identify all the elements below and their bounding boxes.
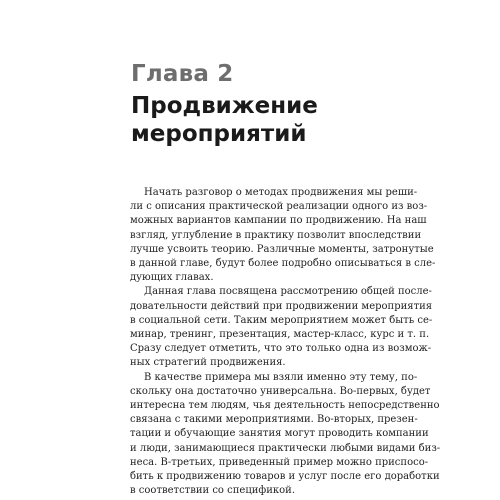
text-line: дующих главах.: [130, 272, 214, 284]
text-line: и люди, занимающиеся практически любыми видами биз-: [130, 442, 441, 454]
chapter-number: Глава 2: [131, 61, 234, 87]
text-line: можных вариантов кампании по продвижению. На наш: [130, 215, 427, 227]
chapter-title-line: Продвижение: [131, 93, 318, 119]
text-line: ных стратегий продвижения.: [130, 357, 286, 369]
paragraph: [130, 186, 436, 285]
text-line: ли с описания практической реализации одного из воз-: [130, 201, 428, 213]
text-line: в данной главе, будут более подробно описываться в сле-: [130, 258, 436, 270]
text-line: взгляд, углубление в практику позволит впоследствии: [130, 229, 422, 241]
text-line: в соответствии со спецификой.: [130, 485, 296, 497]
text-line: лучше усвоить теорию. Различные моменты, затронутые: [130, 243, 434, 255]
text-line: скольку она достаточно универсальна. Во-первых, будет: [130, 385, 431, 397]
text-line: Сразу следует отметить, что это только одна из возмож-: [130, 343, 432, 355]
chapter-title-line: мероприятий: [131, 121, 307, 147]
chapter-title: [131, 92, 318, 148]
text-line: Начать разговор о методах продвижения мы реши-: [144, 187, 418, 198]
text-line: тации и обучающие занятия могут проводить компании: [130, 428, 429, 440]
text-line: Данная глава посвящена рассмотрению общей после-: [144, 286, 432, 298]
text-line: В качестве примера мы взяли именно эту тему, по-: [144, 371, 418, 383]
paragraph: [130, 371, 441, 499]
text-line: бить к продвижению товаров и услуг после его доработки: [130, 471, 440, 483]
text-line: минар, тренинг, презентация, мастер-класс, курс и т. п.: [130, 329, 430, 341]
text-line: неса. В-третьих, приведенный пример можно приспосо-: [130, 456, 429, 468]
body-text: [130, 186, 441, 498]
paragraph: [130, 285, 433, 370]
text-line: связана с такими мероприятиями. Во-вторых, презен-: [130, 414, 418, 426]
text-line: в социальной сети. Таким мероприятием может быть се-: [130, 314, 433, 326]
text-line: довательности действий при продвижении мероприятия: [130, 300, 433, 312]
text-line: интересна тем людям, чья деятельность непосредственно: [130, 400, 440, 412]
